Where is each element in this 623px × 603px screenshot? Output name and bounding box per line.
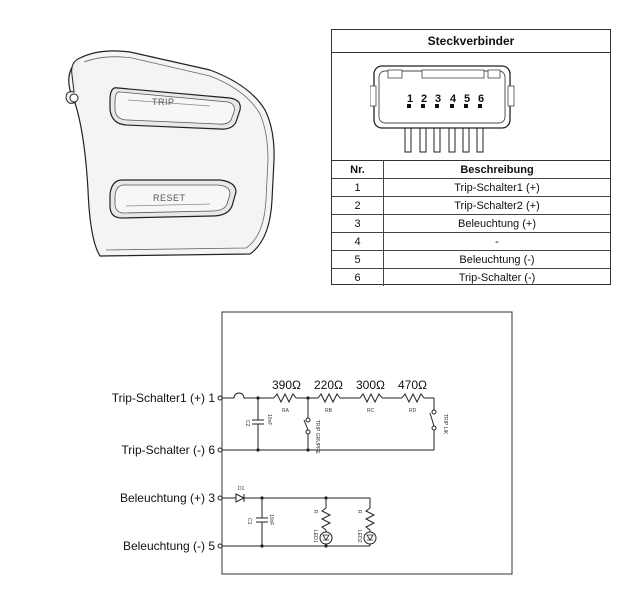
led-resistor-2 [366, 508, 374, 530]
pin-desc: Trip-Schalter (-) [384, 269, 611, 287]
terminal-1 [218, 396, 222, 400]
reset-button-label: RESET [153, 193, 186, 203]
pin-nr: 4 [332, 233, 384, 251]
pin-label: 1 [407, 93, 414, 105]
led-resistor-label: R [312, 510, 318, 514]
pin-nr: 1 [332, 179, 384, 197]
diode-name: D1 [238, 486, 245, 492]
resistor-value: 470Ω [398, 378, 427, 392]
pin-label: 4 [450, 93, 457, 105]
pin-desc: Trip-Schalter1 (+) [384, 179, 611, 197]
resistor-name: RA [282, 408, 289, 414]
pin-nr: 6 [332, 269, 384, 287]
table-row [332, 197, 610, 215]
connector-legs [405, 128, 483, 152]
pin-label: 2 [421, 93, 428, 105]
terminal-label: Beleuchtung (+) 3 [119, 491, 215, 505]
pin-nr: 2 [332, 197, 384, 215]
resistor-name: RB [325, 408, 332, 414]
header-nr: Nr. [332, 161, 384, 179]
resistor-rc [360, 394, 382, 402]
resistor-ra [274, 394, 296, 402]
resistor-value: 390Ω [272, 378, 301, 392]
resistor-value: 300Ω [356, 378, 385, 392]
terminal-label: Beleuchtung (-) 5 [122, 539, 215, 553]
table-row [332, 251, 610, 269]
pin-label: 6 [478, 93, 485, 105]
switch-housing [69, 51, 274, 256]
led-name: LED1 [312, 530, 318, 543]
trip-button-label: TRIP [152, 97, 175, 107]
pin-desc: Trip-Schalter2 (+) [384, 197, 611, 215]
terminal-label: Trip-Schalter (-) 6 [121, 443, 215, 457]
pin-label: 3 [435, 93, 442, 105]
table-row [332, 215, 610, 233]
resistor-rd [402, 394, 424, 402]
terminal-6 [218, 448, 222, 452]
cap-value: 10nF [266, 414, 272, 426]
cap-value: 10nF [268, 514, 274, 526]
led-1 [320, 532, 332, 544]
led-resistor-1 [322, 508, 330, 530]
resistor-rb [318, 394, 340, 402]
resistor-value: 220Ω [314, 378, 343, 392]
cap-name: C2 [244, 420, 250, 427]
pin-desc: - [384, 233, 611, 251]
table-row [332, 269, 610, 287]
table-row [332, 179, 610, 197]
pin-table [332, 160, 610, 286]
steering-switch-illustration [60, 40, 290, 265]
resistor-name: RC [367, 408, 375, 414]
table-header-row [332, 161, 610, 179]
switch-label: TRIP GRUPPE [314, 420, 320, 454]
connector-title: Steckverbinder [332, 30, 610, 53]
diode-d1 [236, 494, 244, 502]
led-2 [364, 532, 376, 544]
resistor-name: RD [409, 408, 417, 414]
cap-name: C1 [246, 518, 252, 525]
table-row [332, 233, 610, 251]
connector-panel [331, 29, 611, 285]
switch-label: TRIP LIK [442, 414, 448, 435]
header-desc: Beschreibung [384, 161, 611, 179]
pin-nr: 3 [332, 215, 384, 233]
terminal-5 [218, 544, 222, 548]
connector-drawing [370, 60, 520, 158]
led-name: LED2 [356, 530, 362, 543]
pin-desc: Beleuchtung (-) [384, 251, 611, 269]
circuit-schematic [0, 300, 623, 590]
terminal-label: Trip-Schalter1 (+) 1 [111, 391, 215, 405]
pin-desc: Beleuchtung (+) [384, 215, 611, 233]
pin-nr: 5 [332, 251, 384, 269]
terminal-3 [218, 496, 222, 500]
pin-label: 5 [464, 93, 471, 105]
led-resistor-label: R [356, 510, 362, 514]
